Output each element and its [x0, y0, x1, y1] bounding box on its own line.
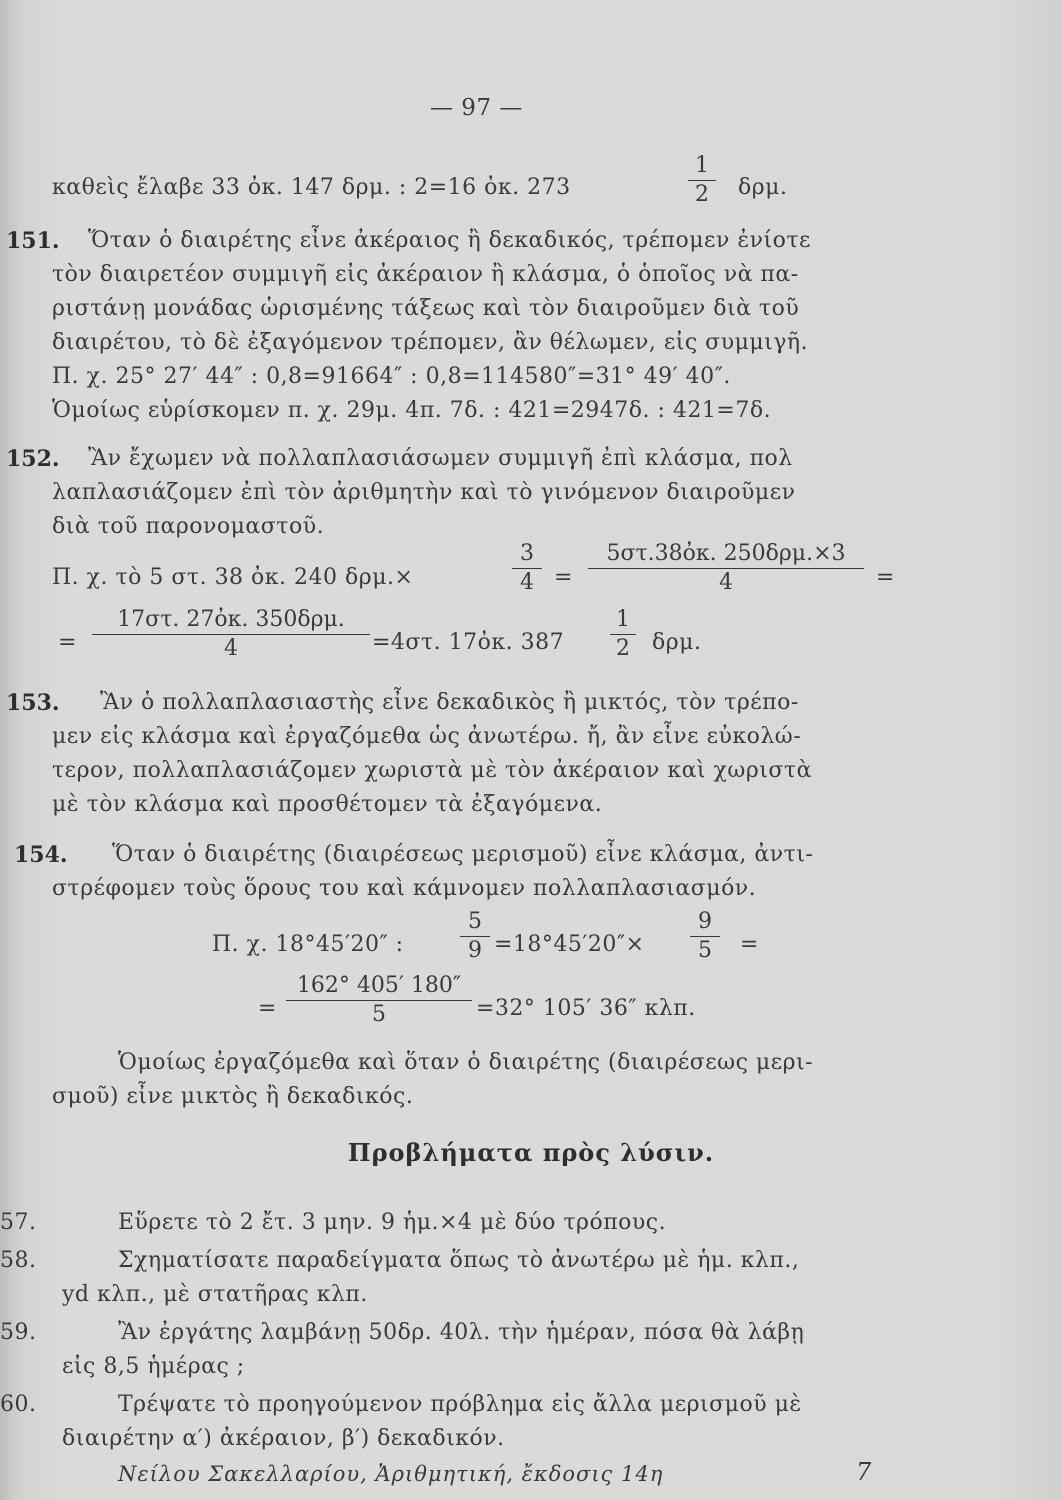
fraction-half [688, 152, 716, 209]
p154-line: Ὁμοίως ἐργαζόμεθα καὶ ὅταν ὁ διαιρέτης (διαιρέσεως μερι- [118, 1050, 814, 1075]
fraction-result [92, 606, 370, 663]
fraction-numerator: 1 [616, 607, 630, 632]
equals-sign: = [258, 996, 277, 1021]
problem-text: yd κλπ., μὲ στατῆρας κλπ. [62, 1282, 368, 1307]
fraction-denominator: 2 [695, 182, 709, 207]
p152-line: διὰ τοῦ παρονομαστοῦ. [52, 514, 325, 539]
p153-line: Ἂν ὁ πολλαπλασιαστὴς εἶνε δεκαδικὸς ἢ μικτός, τὸν τρέπο- [100, 690, 799, 715]
equals-sign: = [58, 630, 77, 655]
problem-number: 58. [0, 1248, 37, 1273]
fraction-degrees [286, 972, 472, 1029]
fraction-denominator: 4 [224, 636, 238, 661]
section-number-154: 154. [14, 842, 68, 868]
p154-line: σμοῦ) εἶνε μικτὸς ἢ δεκαδικός. [52, 1084, 414, 1109]
p152-example: Π. χ. τὸ 5 στ. 38 ὀκ. 240 δρμ.× [52, 565, 414, 590]
fraction-denominator: 5 [372, 1002, 386, 1027]
fraction-denominator: 4 [719, 570, 733, 595]
p152-result: =4στ. 17ὀκ. 387 [372, 630, 565, 655]
p154-result: =32° 105′ 36″ κλπ. [476, 996, 696, 1021]
equals-sign: = [554, 565, 573, 590]
fraction-numerator: 9 [698, 909, 712, 934]
carryover-unit: δρμ. [738, 175, 788, 200]
p153-line: μεν εἰς κλάσμα καὶ ἐργαζόμεθα ὡς ἀνωτέρω. ἤ, ἂν εἶνε εὐκολώ- [52, 724, 802, 749]
fraction-numerator: 17στ. 27ὀκ. 350δρμ. [117, 607, 345, 632]
footer-signature: Νείλου Σακελλαρίου, Ἀριθμητική, ἔκδοσις 14η [118, 1462, 664, 1486]
p153-line: μὲ τὸν κλάσμα καὶ προσθέτομεν τὰ ἐξαγόμενα. [52, 792, 603, 817]
fraction-numerator: 162° 405′ 180″ [296, 973, 462, 998]
problem-number: 57. [0, 1210, 37, 1235]
p152-line: λαπλασιάζομεν ἐπὶ τὸν ἀριθμητὴν καὶ τὸ γινόμενον διαιροῦμεν [52, 480, 796, 505]
equals-sign: = [876, 565, 895, 590]
section-number-152: 152. [6, 446, 60, 472]
fraction-three-quarters [512, 540, 542, 597]
problem-text: Σχηματίσατε παραδείγματα ὅπως τὸ ἀνωτέρω μὲ ἡμ. κλπ., [118, 1248, 800, 1273]
fraction-numerator: 1 [695, 153, 709, 178]
equals-sign: = [740, 932, 759, 957]
fraction-denominator: 4 [520, 570, 534, 595]
p152-result-unit: δρμ. [652, 630, 702, 655]
p153-line: τερον, πολλαπλασιάζομεν χωριστὰ μὲ τὸν ἀκέραιον καὶ χωριστὰ [52, 758, 812, 783]
problem-number: 59. [0, 1320, 37, 1345]
p154-example: Π. χ. 18°45′20″ : [212, 932, 404, 957]
section-heading: Προβλήματα πρὸς λύσιν. [347, 1138, 715, 1167]
fraction-half [610, 606, 636, 663]
fraction-five-ninths [460, 908, 490, 965]
p154-line: Ὅταν ὁ διαιρέτης (διαιρέσεως μερισμοῦ) εἶνε κλάσμα, ἀντι- [112, 842, 814, 867]
problem-text: Τρέψατε τὸ προηγούμενον πρόβλημα εἰς ἄλλα μερισμοῦ μὲ [118, 1392, 802, 1417]
footer-sheet-number: 7 [856, 1458, 872, 1486]
p151-line: ριστάνῃ μονάδας ὡρισμένης τάξεως καὶ τὸν διαιροῦμεν διὰ τοῦ [52, 296, 800, 321]
p151-example: Π. χ. 25° 27′ 44″ : 0,8=91664″ : 0,8=114580″=31° 49′ 40″. [52, 364, 731, 389]
p154-line: στρέφομεν τοὺς ὅρους του καὶ κάμνομεν πολλαπλασιασμόν. [52, 876, 757, 901]
section-number-151: 151. [6, 228, 60, 254]
p154-example: =18°45′20″× [494, 932, 645, 957]
fraction-numerator: 5 [468, 909, 482, 934]
fraction-nine-fifths [690, 908, 720, 965]
fraction-denominator: 2 [616, 636, 630, 661]
fraction-product [588, 540, 864, 597]
section-number-153: 153. [6, 690, 60, 716]
fraction-numerator: 3 [520, 541, 534, 566]
problem-text: εἰς 8,5 ἡμέρας ; [62, 1354, 245, 1379]
fraction-numerator: 5στ.38ὀκ. 250δρμ.×3 [606, 541, 846, 566]
p151-line: Ὅταν ὁ διαιρέτης εἶνε ἀκέραιος ἢ δεκαδικός, τρέπομεν ἐνίοτε [88, 228, 811, 253]
problem-text: Ἂν ἐργάτης λαμβάνῃ 50δρ. 40λ. τὴν ἡμέραν, πόσα θὰ λάβῃ [118, 1320, 805, 1345]
p151-example: Ὁμοίως εὑρίσκομεν π. χ. 29μ. 4π. 7δ. : 421=2947δ. : 421=7δ. [52, 398, 772, 423]
p151-line: διαιρέτου, τὸ δὲ ἐξαγόμενον τρέπομεν, ἂν θέλωμεν, εἰς συμμιγῆ. [52, 330, 809, 355]
problem-number: 60. [0, 1392, 37, 1417]
p151-line: τὸν διαιρετέον συμμιγῆ εἰς ἀκέραιον ἢ κλάσμα, ὁ ὁποῖος νὰ πα- [52, 262, 799, 287]
problem-text: Εὕρετε τὸ 2 ἔτ. 3 μην. 9 ἡμ.×4 μὲ δύο τρόπους. [118, 1210, 667, 1235]
problem-text: διαιρέτην α′) ἀκέραιον, β′) δεκαδικόν. [62, 1426, 505, 1451]
fraction-denominator: 5 [698, 938, 712, 963]
p152-line: Ἂν ἔχωμεν νὰ πολλαπλασιάσωμεν συμμιγῆ ἐπὶ κλάσμα, πολ [88, 446, 793, 471]
carryover-line: καθεὶς ἔλαβε 33 ὀκ. 147 δρμ. : 2=16 ὀκ. 273 [52, 175, 571, 200]
page-number: — 97 — [430, 95, 523, 121]
fraction-denominator: 9 [468, 938, 482, 963]
